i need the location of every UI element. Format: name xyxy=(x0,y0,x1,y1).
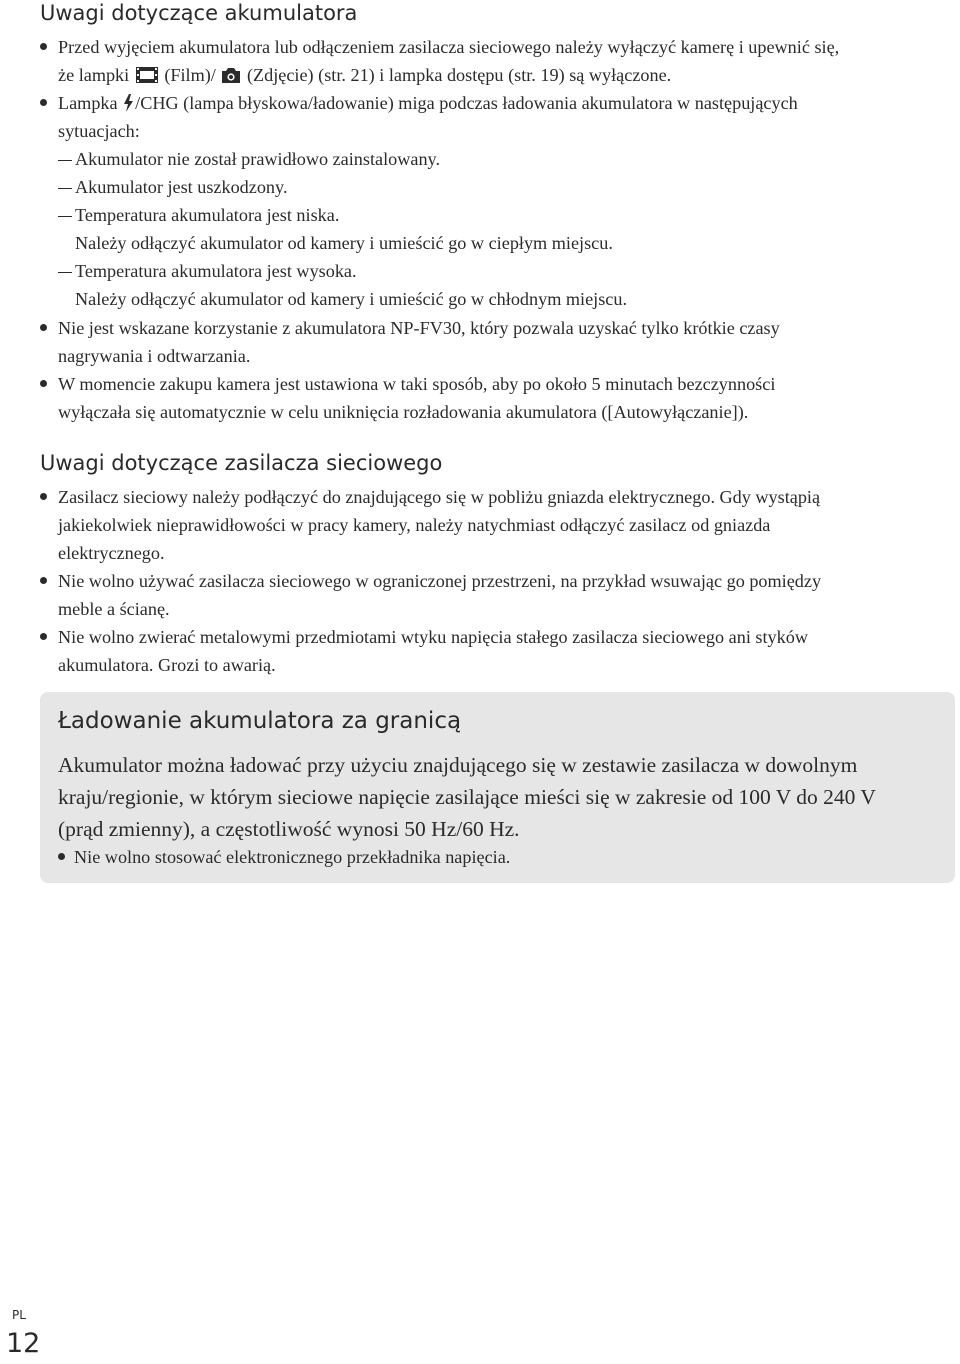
battery-item2-line1 xyxy=(58,89,798,117)
bullet xyxy=(40,324,47,331)
battery-item4-line1: W momencie zakupu kamera jest ustawiona w taki sposób, aby po około 5 minutach bezczynności xyxy=(58,374,776,394)
page-language: PL xyxy=(12,1308,26,1322)
battery-item2-sub3-cont: Należy odłączyć akumulator od kamery i umieścić go w ciepłym miejscu. xyxy=(75,233,613,253)
battery-item2-sub2: Akumulator jest uszkodzony. xyxy=(75,177,288,197)
page-number: 12 xyxy=(6,1328,41,1359)
callout-bullet-text: Nie wolno stosować elektronicznego przekładnika napięcia. xyxy=(74,847,511,867)
callout-para-line3: (prąd zmienny), a częstotliwość wynosi 50 Hz/60 Hz. xyxy=(58,817,520,841)
adapter-item2-line1: Nie wolno używać zasilacza sieciowego w ograniczonej przestrzeni, na przykład wsuwając go pomiędzy xyxy=(58,571,822,591)
battery-notes-heading: Uwagi dotyczące akumulatora xyxy=(40,1,358,25)
callout-title: Ładowanie akumulatora za granicą xyxy=(58,708,462,734)
battery-item4-line2: wyłączała się automatycznie w celu uniknięcia rozładowania akumulatora ([Autowyłączanie]). xyxy=(58,402,749,422)
adapter-item3-line1: Nie wolno zwierać metalowymi przedmiotami wtyku napięcia stałego zasilacza sieciowego ani styków xyxy=(58,627,808,647)
battery-item2-line1-b: /CHG (lampa błyskowa/ładowanie) miga podczas ładowania akumulatora w następujących xyxy=(135,93,798,113)
battery-item1-line2-a: że lampki xyxy=(58,65,130,85)
bullet xyxy=(40,633,47,640)
battery-item1-line2-b: (Film)/ xyxy=(164,65,216,85)
callout-para-line1: Akumulator można ładować przy użyciu znajdującego się w zestawie zasilacza w dowolnym xyxy=(58,753,858,777)
adapter-item1-line1: Zasilacz sieciowy należy podłączyć do znajdującego się w pobliżu gniazda elektrycznego. Gdy wystąpią xyxy=(58,487,821,507)
dash xyxy=(58,216,72,217)
bullet xyxy=(58,853,65,860)
battery-item2-sub4: Temperatura akumulatora jest wysoka. xyxy=(75,261,357,281)
adapter-item1-line2: jakiekolwiek nieprawidłowości w pracy kamery, należy natychmiast odłączyć zasilacz od gniazda xyxy=(58,515,771,535)
adapter-item1-line3: elektrycznego. xyxy=(58,543,165,563)
bullet xyxy=(40,43,47,50)
battery-item2-sub1: Akumulator nie został prawidłowo zainstalowany. xyxy=(75,149,441,169)
dash xyxy=(58,272,72,273)
film-icon xyxy=(135,66,159,84)
bullet xyxy=(40,380,47,387)
adapter-item3-line2: akumulatora. Grozi to awarią. xyxy=(58,655,276,675)
battery-item1-line2 xyxy=(58,61,671,89)
battery-item2-sub4-cont: Należy odłączyć akumulator od kamery i umieścić go w chłodnym miejscu. xyxy=(75,289,628,309)
battery-item1-line1: Przed wyjęciem akumulatora lub odłączeniem zasilacza sieciowego należy wyłączyć kamerę i upewnić się, xyxy=(58,37,840,57)
battery-item2-sub3: Temperatura akumulatora jest niska. xyxy=(75,205,340,225)
dash xyxy=(58,188,72,189)
callout-para-line2: kraju/regionie, w którym sieciowe napięcie zasilające mieści się w zakresie od 100 V do 240 V xyxy=(58,785,876,809)
battery-item1-line2-c: (Zdjęcie) (str. 21) i lampka dostępu (str. 19) są wyłączone. xyxy=(246,65,672,85)
adapter-item2-line2: meble a ścianę. xyxy=(58,599,170,619)
bullet xyxy=(40,577,47,584)
bullet xyxy=(40,493,47,500)
dash xyxy=(58,160,72,161)
camera-icon xyxy=(221,66,241,84)
battery-item2-line1-a: Lampka xyxy=(58,93,118,113)
flash-icon xyxy=(123,94,134,112)
battery-item3-line2: nagrywania i odtwarzania. xyxy=(58,346,251,366)
battery-item2-line2: sytuacjach: xyxy=(58,121,140,141)
battery-item3-line1: Nie jest wskazane korzystanie z akumulatora NP-FV30, który pozwala uzyskać tylko krótkie czasy xyxy=(58,318,780,338)
bullet xyxy=(40,99,47,106)
adapter-notes-heading: Uwagi dotyczące zasilacza sieciowego xyxy=(40,451,443,475)
